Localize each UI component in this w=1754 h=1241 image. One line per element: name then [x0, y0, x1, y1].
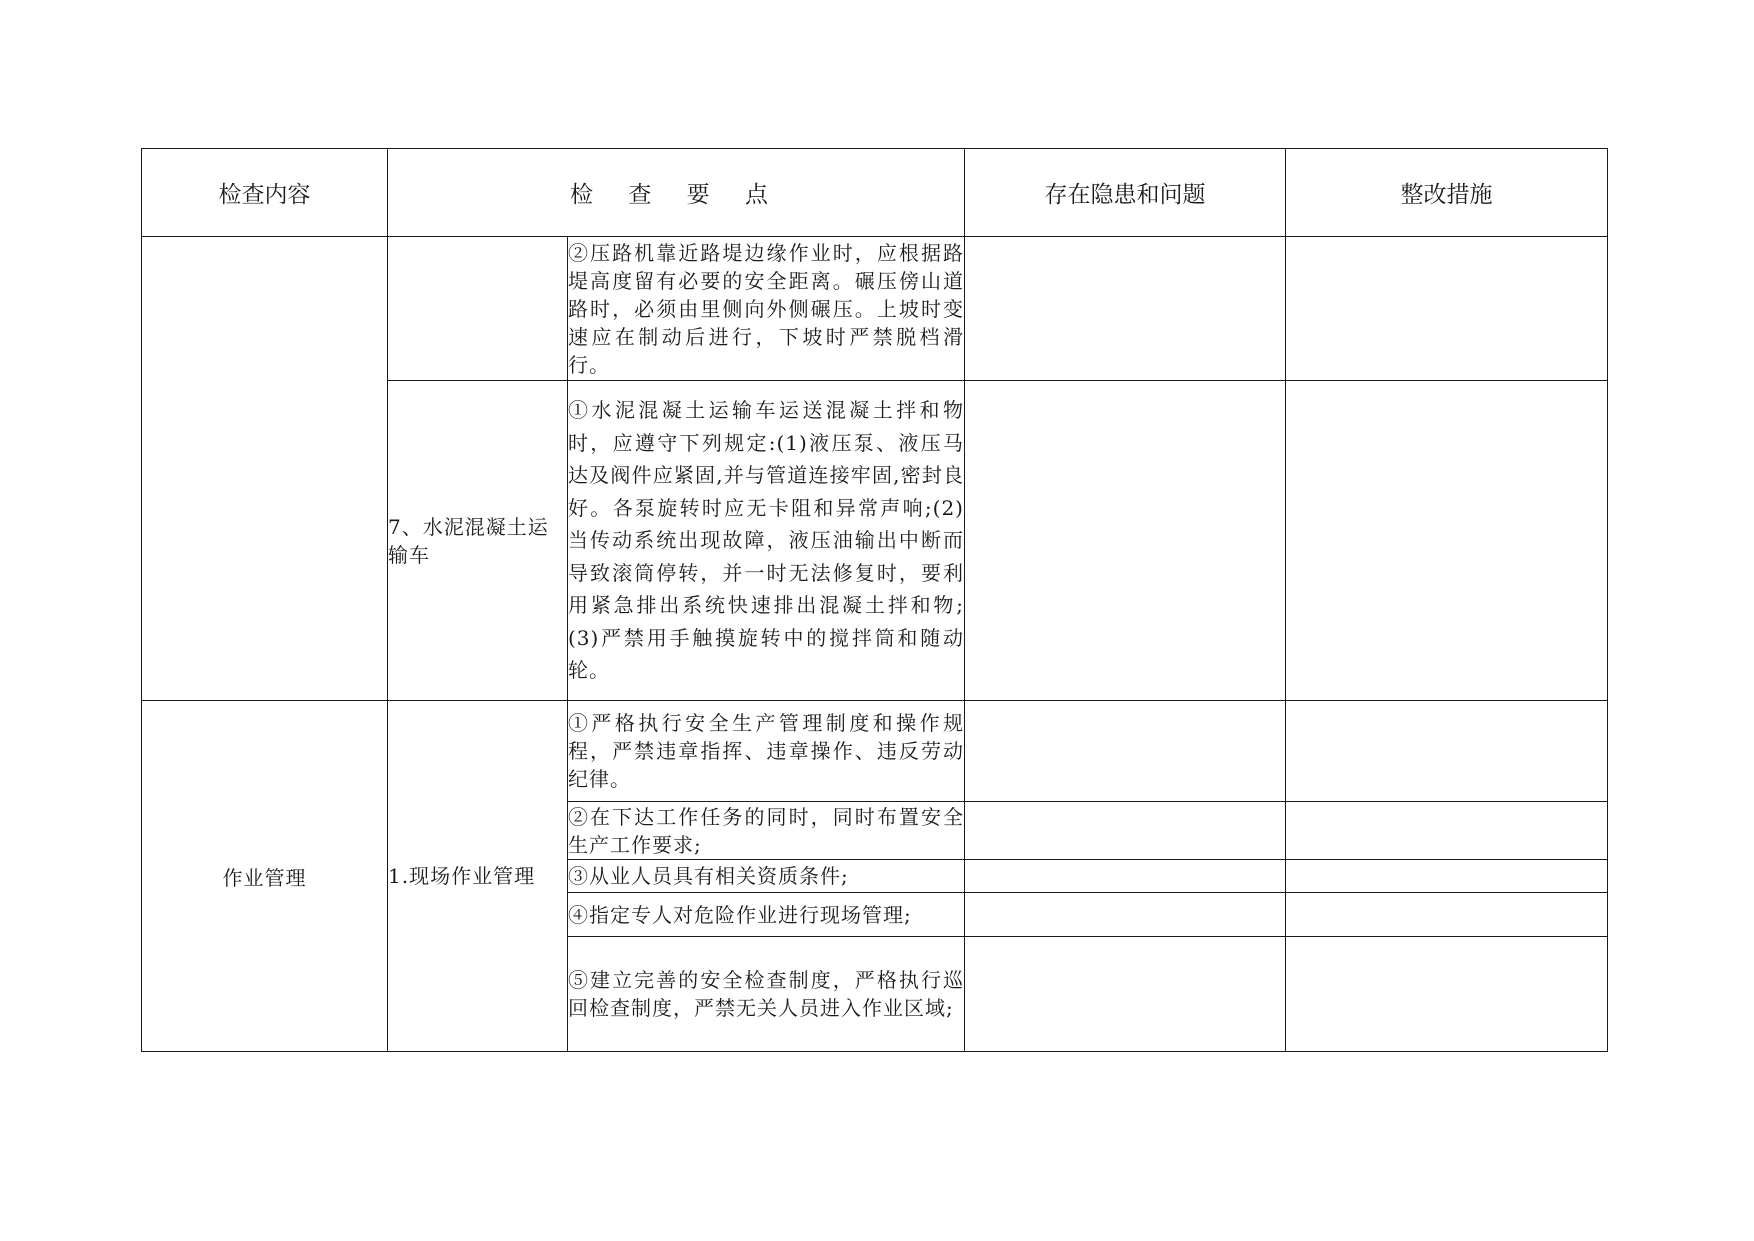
category-cell [142, 237, 388, 701]
check-point-cell: ①严格执行安全生产管理制度和操作规程，严禁违章指挥、违章操作、违反劳动纪律。 [568, 701, 965, 802]
hazard-cell[interactable] [965, 701, 1286, 802]
inspection-table [141, 148, 1608, 1052]
header-hazards: 存在隐患和问题 [965, 149, 1286, 237]
check-point-cell: ②压路机靠近路堤边缘作业时，应根据路堤高度留有必要的安全距离。碾压傍山道路时，必须由里侧向外侧碾压。上坡时变速应在制动后进行，下坡时严禁脱档滑行。 [568, 237, 965, 381]
item-cell [388, 237, 568, 381]
header-content: 检查内容 [142, 149, 388, 237]
hazard-cell[interactable] [965, 893, 1286, 937]
hazard-cell[interactable] [965, 860, 1286, 893]
measure-cell[interactable] [1286, 381, 1608, 701]
header-points: 检 查 要 点 [388, 149, 965, 237]
measure-cell[interactable] [1286, 237, 1608, 381]
measure-cell[interactable] [1286, 701, 1608, 802]
check-point-cell: ③从业人员具有相关资质条件; [568, 860, 965, 893]
measure-cell[interactable] [1286, 860, 1608, 893]
check-point-cell: ①水泥混凝土运输车运送混凝土拌和物时，应遵守下列规定:(1)液压泵、液压马达及阀件应紧固,并与管道连接牢固,密封良好。各泵旋转时应无卡阻和异常声响;(2)当传动系统出现故障，液压油输出中断而导致滚筒停转，并一时无法修复时，要利用紧急排出系统快速排出混凝土拌和物;(3)严禁用手触摸旋转中的搅拌筒和随动轮。 [568, 381, 965, 701]
hazard-cell[interactable] [965, 802, 1286, 860]
hazard-cell[interactable] [965, 237, 1286, 381]
hazard-cell[interactable] [965, 381, 1286, 701]
table-row [142, 701, 1608, 802]
measure-cell[interactable] [1286, 893, 1608, 937]
header-row [142, 149, 1608, 237]
measure-cell[interactable] [1286, 802, 1608, 860]
check-point-cell: ⑤建立完善的安全检查制度，严格执行巡回检查制度，严禁无关人员进入作业区域; [568, 937, 965, 1052]
measure-cell[interactable] [1286, 937, 1608, 1052]
check-point-cell: ②在下达工作任务的同时，同时布置安全生产工作要求; [568, 802, 965, 860]
inspection-sheet [141, 148, 1607, 1052]
table-row [142, 237, 1608, 381]
item-cell: 1.现场作业管理 [388, 701, 568, 1052]
header-measures: 整改措施 [1286, 149, 1608, 237]
hazard-cell[interactable] [965, 937, 1286, 1052]
category-cell: 作业管理 [142, 701, 388, 1052]
item-cell: 7、水泥混凝土运输车 [388, 381, 568, 701]
check-point-cell: ④指定专人对危险作业进行现场管理; [568, 893, 965, 937]
